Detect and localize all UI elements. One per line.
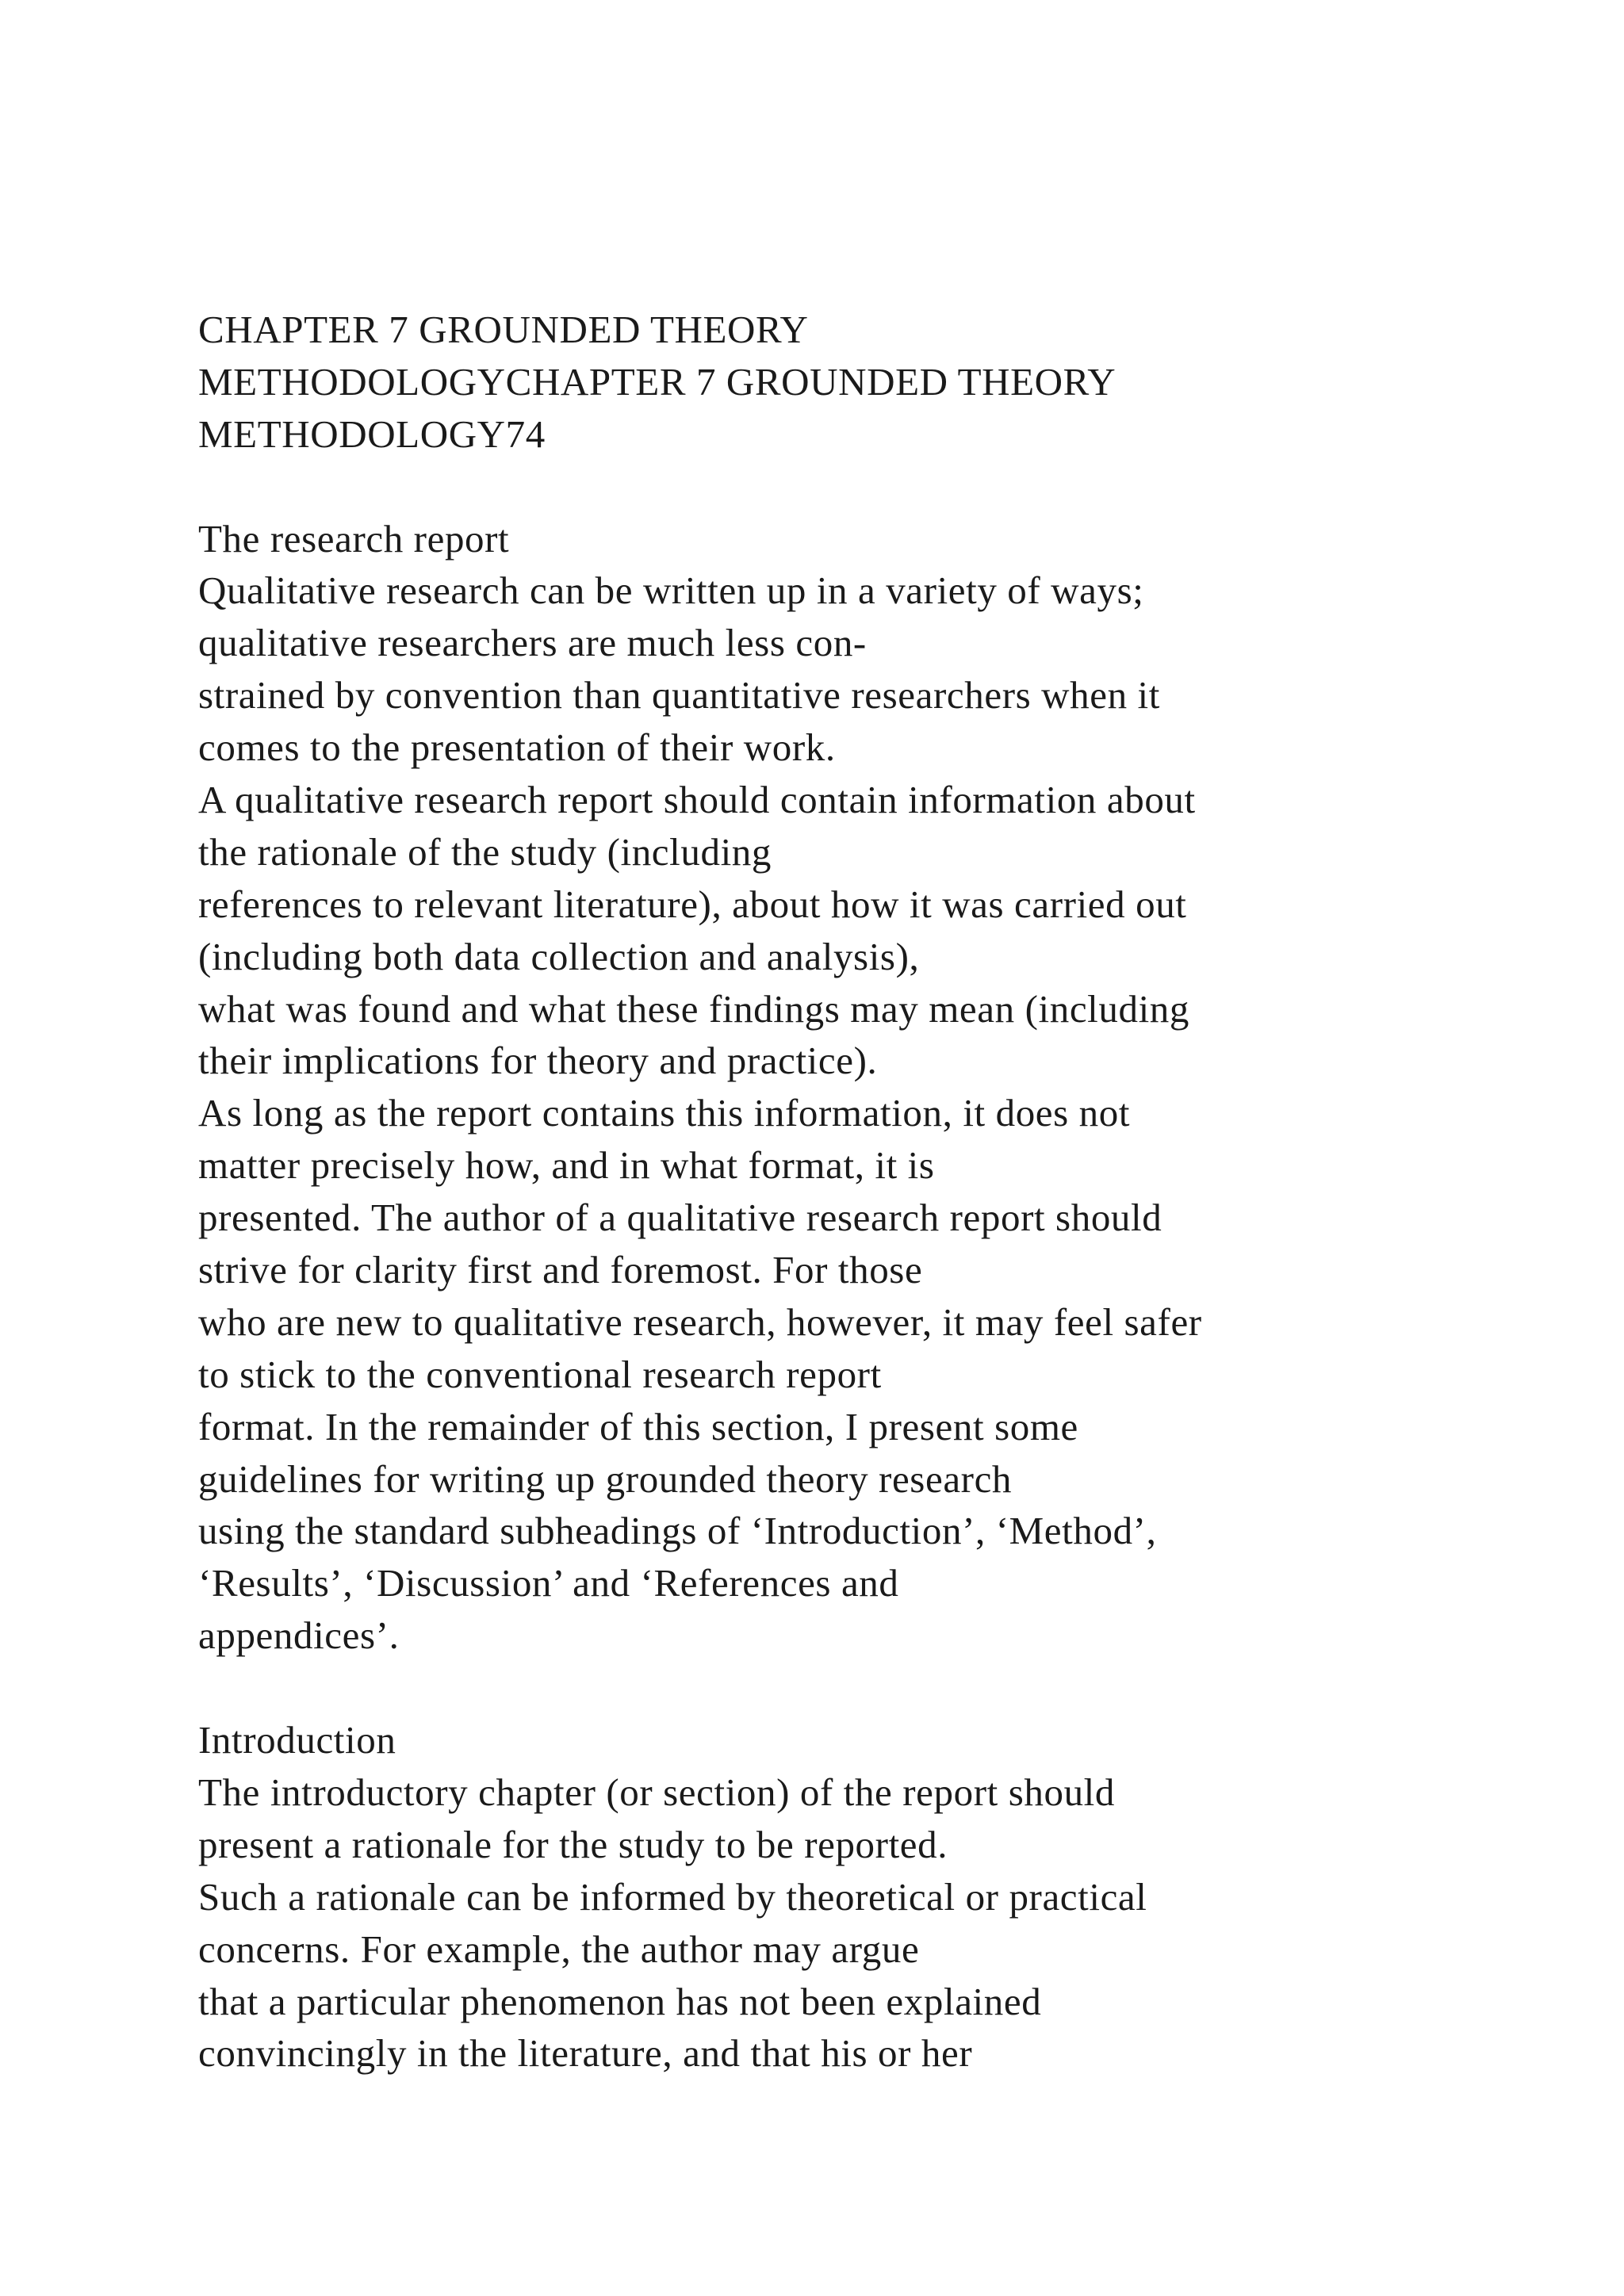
paragraph-line: The introductory chapter (or section) of the report should — [198, 1770, 1115, 1814]
paragraph-line: to stick to the conventional research report — [198, 1352, 882, 1396]
paragraph-line: the rationale of the study (including — [198, 829, 772, 874]
document-page — [198, 304, 1546, 2080]
paragraph-line: that a particular phenomenon has not been explained — [198, 1979, 1042, 2023]
paragraph-line: As long as the report contains this information, it does not — [198, 1091, 1131, 1135]
section-research-report — [198, 513, 1546, 1663]
spacer — [198, 1662, 1546, 1714]
paragraph-line: matter precisely how, and in what format, it is — [198, 1143, 935, 1188]
section-heading: Introduction — [198, 1718, 396, 1762]
paragraph-line: strive for clarity first and foremost. For those — [198, 1248, 923, 1292]
chapter-header — [198, 304, 1546, 461]
header-line: METHODOLOGY74 — [198, 411, 546, 456]
paragraph-line: appendices’. — [198, 1613, 400, 1658]
paragraph-line: ‘Results’, ‘Discussion’ and ‘References and — [198, 1561, 899, 1605]
paragraph-line: concerns. For example, the author may argue — [198, 1927, 920, 1971]
paragraph-line: what was found and what these findings may mean (including — [198, 986, 1189, 1031]
paragraph-line: (including both data collection and analysis), — [198, 934, 920, 978]
paragraph-line: their implications for theory and practice). — [198, 1039, 878, 1083]
paragraph-line: Qualitative research can be written up in a variety of ways; — [198, 568, 1144, 613]
paragraph-line: guidelines for writing up grounded theory research — [198, 1456, 1013, 1501]
header-line: CHAPTER 7 GROUNDED THEORY — [198, 308, 809, 351]
paragraph-line: convincingly in the literature, and that his or her — [198, 2031, 973, 2076]
paragraph-line: presented. The author of a qualitative research report should — [198, 1196, 1162, 1240]
paragraph-line: Such a rationale can be informed by theoretical or practical — [198, 1874, 1147, 1919]
paragraph-line: using the standard subheadings of ‘Introduction’, ‘Method’, — [198, 1509, 1157, 1553]
header-line: METHODOLOGYCHAPTER 7 GROUNDED THEORY — [198, 359, 1116, 404]
section-introduction — [198, 1714, 1546, 2080]
paragraph-line: qualitative researchers are much less con- — [198, 621, 867, 665]
paragraph-line: format. In the remainder of this section, I present some — [198, 1404, 1078, 1448]
paragraph-line: A qualitative research report should contain information about — [198, 778, 1196, 822]
paragraph-line: who are new to qualitative research, however, it may feel safer — [198, 1299, 1202, 1344]
paragraph-line: present a rationale for the study to be reported. — [198, 1822, 948, 1866]
paragraph-line: references to relevant literature), about how it was carried out — [198, 882, 1187, 926]
paragraph-line: comes to the presentation of their work. — [198, 725, 836, 770]
spacer — [198, 461, 1546, 513]
paragraph-line: strained by convention than quantitative researchers when it — [198, 673, 1160, 718]
section-heading: The research report — [198, 516, 510, 561]
